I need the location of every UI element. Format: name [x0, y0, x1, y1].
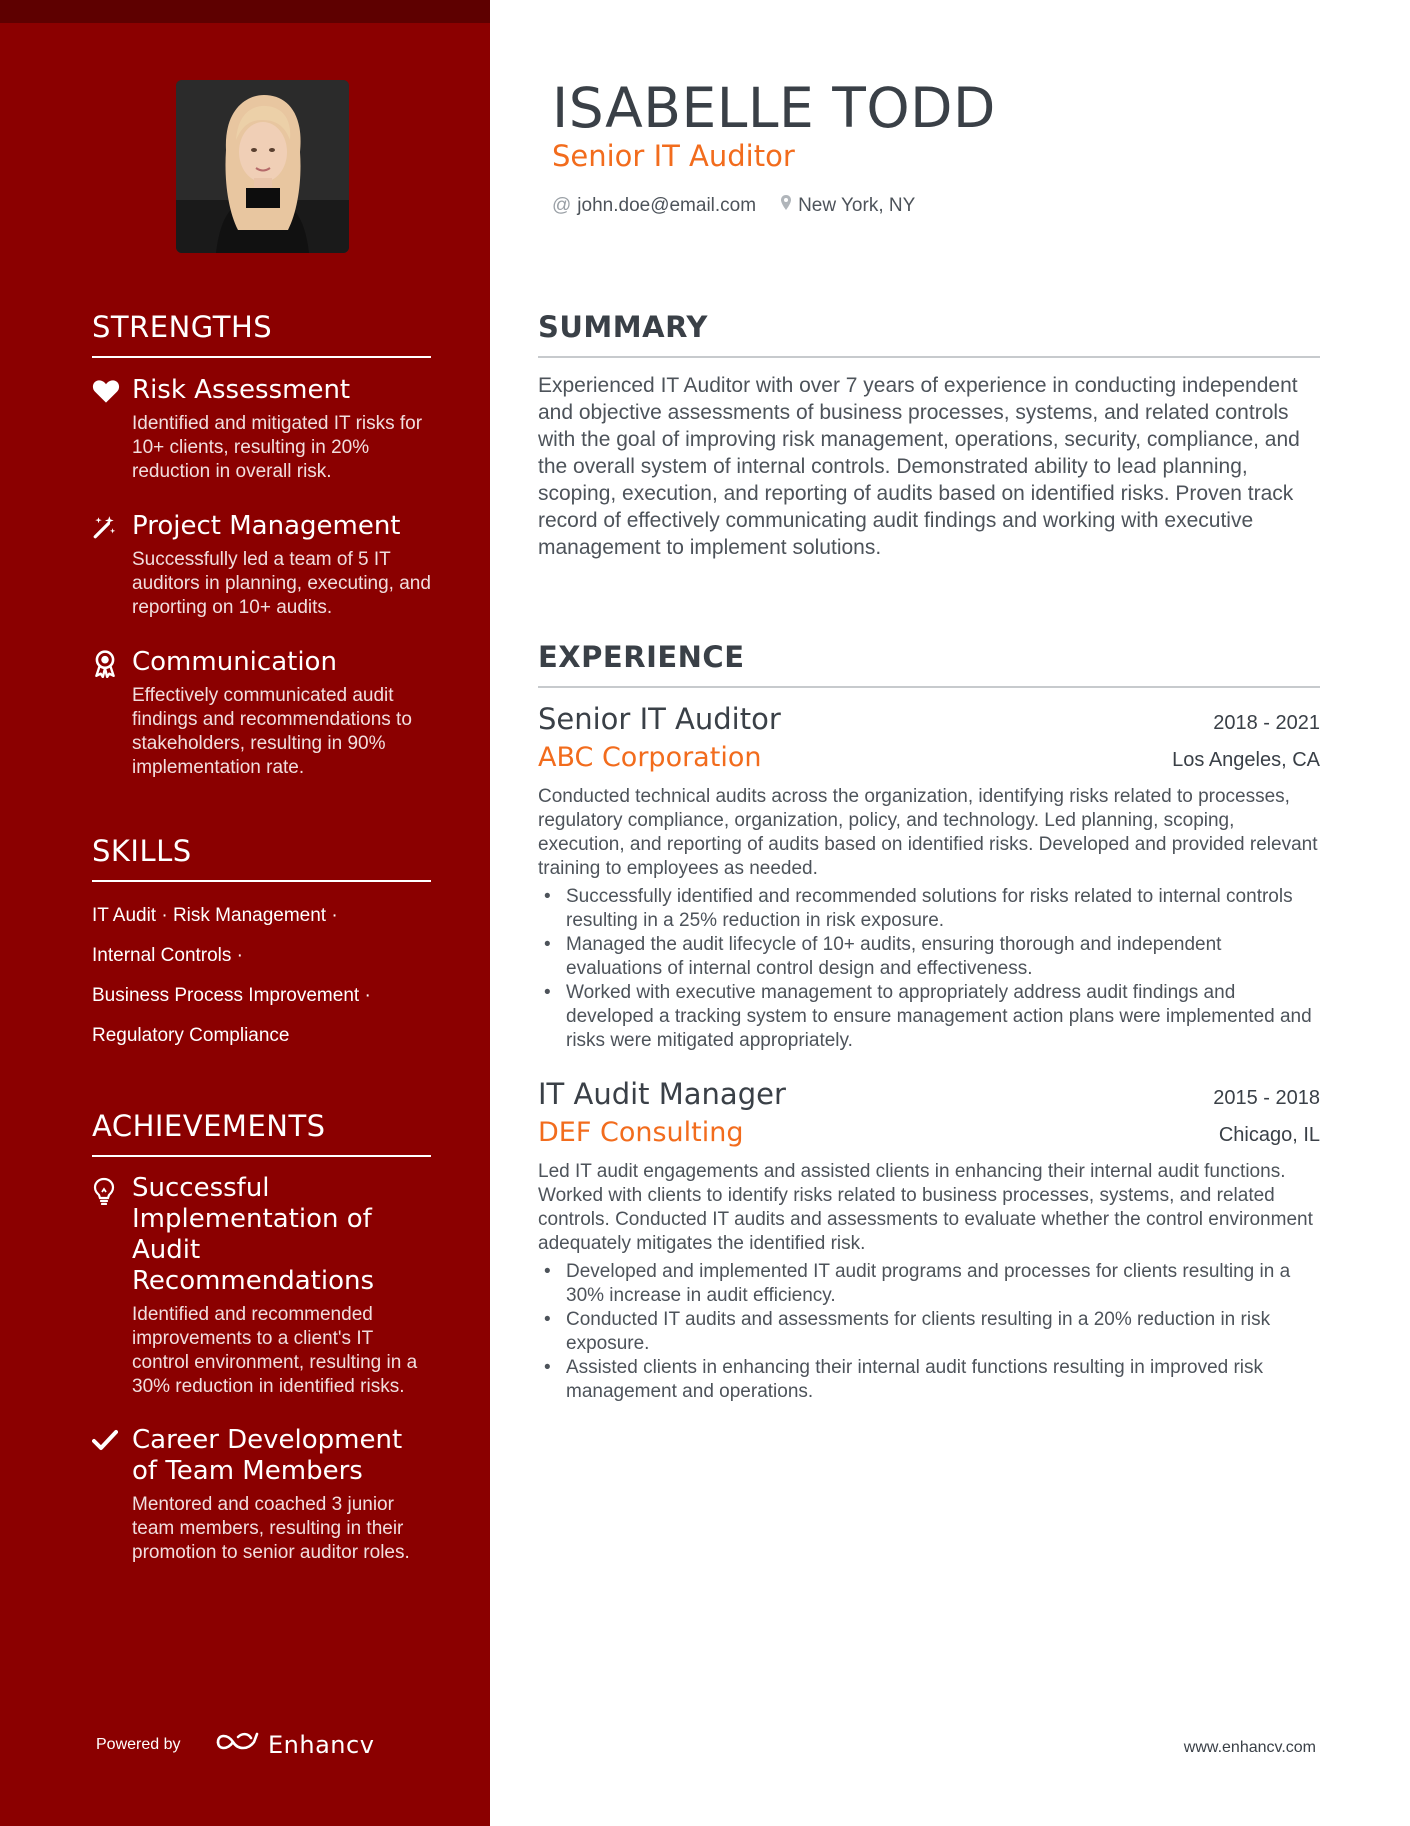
job-bullets [538, 885, 1320, 1053]
strength-item [92, 374, 431, 484]
job-title: IT Audit Manager [538, 1077, 786, 1111]
summary-section [538, 310, 1320, 561]
job-bullet: • Developed and implemented IT audit programs and processes for clients resulting in a 30% increase in audit efficiency. [538, 1260, 1320, 1308]
job-description: Conducted technical audits across the organization, identifying risks related to processes, regulatory compliance, organization, policy, and technology. Led planning, scoping, execution, and reporting of audits based on identified risks. Developed and provided relevant training to employees as needed. [538, 786, 1318, 879]
job-bullet: • Worked with executive management to appropriately address audit findings and developed a tracking system to ensure management action plans were implemented and risks were mitigated appropriately. [538, 981, 1320, 1053]
skills-section [92, 834, 431, 1056]
job-bullet: • Conducted IT audits and assessments for clients resulting in a 20% reduction in risk exposure. [538, 1308, 1320, 1356]
strength-title: Communication [132, 647, 337, 677]
strength-item [92, 510, 431, 620]
job-entry [538, 1077, 1320, 1404]
location-contact [780, 194, 915, 218]
strength-item [92, 646, 431, 780]
summary-heading: SUMMARY [538, 310, 1320, 358]
website-link[interactable]: www.enhancv.com [1183, 1739, 1316, 1756]
job-bullet: • Managed the audit lifecycle of 10+ audits, ensuring thorough and independent evaluations of internal control design and effectiveness. [538, 933, 1320, 981]
strengths-heading: STRENGTHS [92, 310, 431, 358]
award-ribbon-icon [92, 650, 120, 678]
main-content [490, 0, 1410, 1826]
achievement-item [92, 1425, 431, 1565]
job-entry [538, 702, 1320, 1053]
location-pin-icon [780, 194, 792, 218]
skill-line: Internal Controls · [92, 945, 244, 966]
experience-heading: EXPERIENCE [538, 640, 1320, 688]
heart-icon [92, 378, 120, 406]
achievement-description: Mentored and coached 3 junior team members, resulting in their promotion to senior auditor roles. [132, 1494, 410, 1563]
strength-description: Successfully led a team of 5 IT auditors in planning, executing, and reporting on 10+ audits. [132, 549, 431, 618]
achievement-title: Successful Implementation of Audit Recommendations [132, 1173, 375, 1296]
candidate-role: Senior IT Auditor [552, 139, 795, 173]
at-sign-icon: @ [552, 195, 572, 216]
job-company: ABC Corporation [538, 742, 762, 773]
magic-wand-icon [92, 514, 120, 542]
skill-line: IT Audit · Risk Management · [92, 905, 338, 926]
job-title: Senior IT Auditor [538, 702, 781, 736]
job-dates: 2015 - 2018 [1213, 1087, 1320, 1109]
job-bullet: • Assisted clients in enhancing their internal audit functions resulting in improved risk management and operations. [538, 1356, 1320, 1404]
logo-text: Enhancv [268, 1730, 375, 1759]
sidebar [0, 0, 490, 1826]
job-bullets [538, 1260, 1320, 1404]
achievements-section [92, 1109, 431, 1565]
lightbulb-icon [92, 1177, 120, 1205]
strengths-section [92, 310, 431, 780]
job-bullet: • Successfully identified and recommended solutions for risks related to internal controls resulting in a 25% reduction in risk exposure. [538, 885, 1320, 933]
strength-description: Effectively communicated audit findings and recommendations to stakeholders, resulting in 90% implementation rate. [132, 685, 412, 778]
enhancv-logo[interactable] [214, 1730, 374, 1759]
candidate-name: ISABELLE TODD [552, 76, 996, 140]
strength-title: Risk Assessment [132, 375, 351, 405]
job-location: Los Angeles, CA [1172, 749, 1320, 771]
sidebar-top-bar [0, 0, 490, 23]
summary-text: Experienced IT Auditor with over 7 years of experience in conducting independent and objective assessments of business processes, systems, and related controls with the goal of improving risk management, operations, security, compliance, and the overall system of internal controls. Demonstrated ability to lead planning, scoping, execution, and reporting of audits based on identified risks. Proven track record of effectively communicating audit findings and working with executive management to implement solutions. [538, 374, 1300, 559]
profile-photo [176, 80, 349, 253]
location-text: New York, NY [798, 195, 916, 216]
strength-title: Project Management [132, 511, 401, 541]
email-contact[interactable] [552, 194, 756, 218]
job-description: Led IT audit engagements and assisted clients in enhancing their internal audit functions. Worked with clients to identify risks related to business processes, systems, and related controls. Conducted IT audits and assessments to evaluate whether the control environment adequately mitigates the identified risk. [538, 1161, 1313, 1254]
job-location: Chicago, IL [1218, 1124, 1320, 1146]
powered-by-label: Powered by [96, 1736, 181, 1753]
achievement-item [92, 1173, 431, 1399]
job-company: DEF Consulting [538, 1117, 744, 1148]
skill-line: Regulatory Compliance [92, 1025, 290, 1046]
skills-heading: SKILLS [92, 834, 431, 882]
achievement-title: Career Development of Team Members [132, 1425, 403, 1486]
experience-section [538, 640, 1320, 1404]
infinity-logo-icon [214, 1730, 260, 1759]
strength-description: Identified and mitigated IT risks for 10+ clients, resulting in 20% reduction in overall risk. [132, 413, 423, 482]
skills-list [92, 896, 431, 1056]
achievement-description: Identified and recommended improvements to a client's IT control environment, resulting in a 30% reduction in identified risks. [132, 1304, 418, 1397]
job-dates: 2018 - 2021 [1213, 712, 1320, 734]
contact-info [552, 194, 915, 218]
skill-line: Business Process Improvement · [92, 985, 371, 1006]
achievements-heading: ACHIEVEMENTS [92, 1109, 431, 1157]
email-text: john.doe@email.com [577, 195, 757, 216]
checkmark-icon [92, 1429, 120, 1457]
